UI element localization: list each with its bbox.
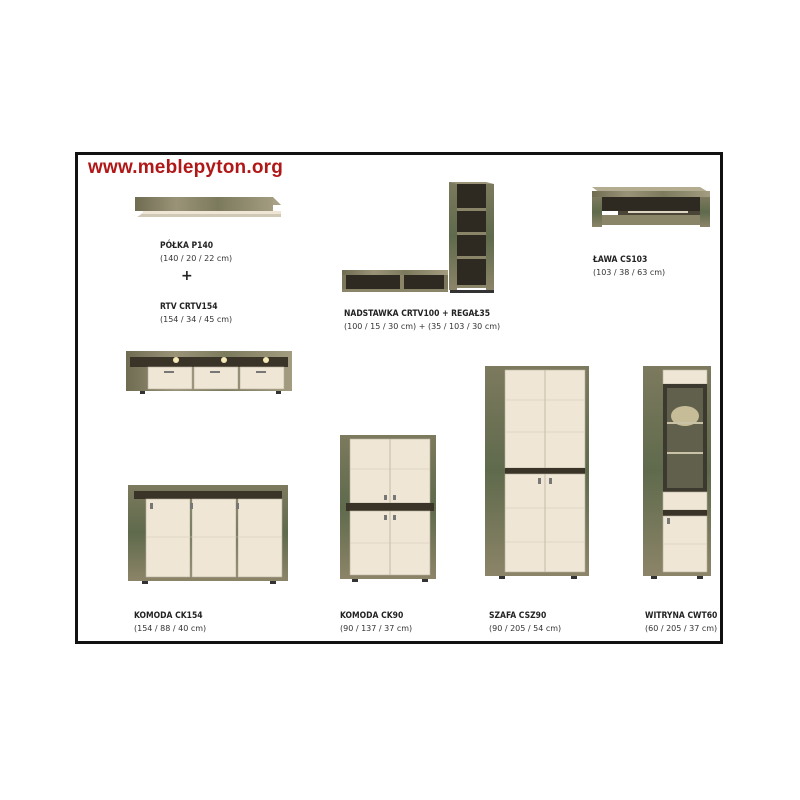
product-name-nadstawka: NADSTAWKA CRTV100 + REGAŁ35 bbox=[344, 309, 491, 319]
szafa-csz90-image bbox=[485, 366, 591, 581]
product-dims-komoda154: (154 / 88 / 40 cm) bbox=[134, 624, 207, 633]
site-url[interactable]: www.meblepyton.org bbox=[88, 157, 284, 178]
plus-sign: + bbox=[181, 268, 193, 284]
product-dims-lawa: (103 / 38 / 63 cm) bbox=[593, 268, 666, 277]
product-name-komoda90: KOMODA CK90 bbox=[340, 611, 404, 621]
komoda-ck154-image bbox=[128, 485, 292, 585]
product-name-rtv: RTV CRTV154 bbox=[160, 302, 218, 312]
product-name-lawa: ŁAWA CS103 bbox=[593, 255, 648, 265]
product-dims-polka: (140 / 20 / 22 cm) bbox=[160, 254, 233, 263]
shelf-p140-image bbox=[133, 195, 283, 221]
product-dims-rtv: (154 / 34 / 45 cm) bbox=[160, 315, 233, 324]
product-dims-nadstawka: (100 / 15 / 30 cm) + (35 / 103 / 30 cm) bbox=[344, 322, 501, 331]
witryna-cwt60-image bbox=[643, 366, 715, 581]
product-dims-witryna: (60 / 205 / 37 cm) bbox=[645, 624, 718, 633]
product-dims-szafa: (90 / 205 / 54 cm) bbox=[489, 624, 562, 633]
lawa-cs103-image bbox=[588, 185, 712, 235]
product-name-witryna: WITRYNA CWT60 bbox=[645, 611, 718, 621]
product-name-polka: PÓŁKA P140 bbox=[160, 241, 214, 251]
catalog-frame bbox=[75, 152, 723, 644]
komoda-ck90-image bbox=[340, 435, 440, 585]
product-name-komoda154: KOMODA CK154 bbox=[134, 611, 203, 621]
rtv-crtv154-image bbox=[126, 349, 296, 395]
product-dims-komoda90: (90 / 137 / 37 cm) bbox=[340, 624, 413, 633]
nadstawka-regal-image bbox=[342, 182, 502, 302]
product-name-szafa: SZAFA CSZ90 bbox=[489, 611, 547, 621]
